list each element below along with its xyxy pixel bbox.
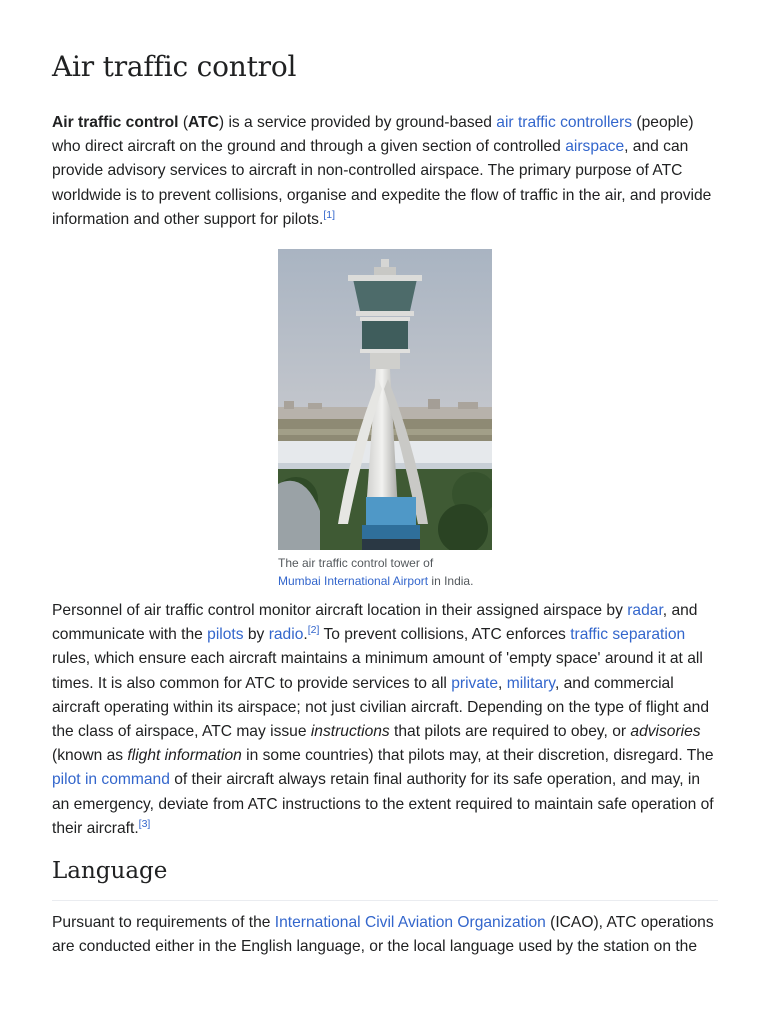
text-run: Personnel of air traffic control monitor aircraft location in their assigned airspace by [52,602,628,619]
link-military[interactable]: military [506,674,555,692]
link-radio[interactable]: radio [268,626,304,644]
text-run: ) is a service provided by ground-based [218,114,497,131]
caption-text-end: in India. [428,574,474,588]
intro-paragraph [52,111,718,232]
reference-1[interactable]: [1] [323,208,335,221]
section-divider [52,900,718,901]
language-paragraph [52,911,718,959]
em-advisories: advisories [630,723,701,741]
text-run: by [243,626,269,644]
link-traffic-separation[interactable]: traffic separation [570,626,686,644]
caption-text: The air traffic control tower of [278,556,434,570]
text-run: . [303,626,308,644]
text-run: , and communicate with the [52,602,698,644]
text-run: that pilots are required to obey, or [389,723,631,741]
figure-atc-tower [278,249,492,590]
text-run: , and commercial aircraft operating within its airspace; not just civilian aircraft. Depending on the type of flight and the class of airspace, ATC may issue [52,674,710,741]
atc-tower-photo[interactable] [278,249,492,550]
personnel-paragraph [52,599,718,841]
link-airspace[interactable]: airspace [565,138,625,156]
bold-term: Air traffic control [52,114,179,131]
link-icao[interactable]: International Civil Aviation Organization [274,914,546,931]
link-private[interactable]: private [451,674,499,692]
text-run: of their aircraft always retain final authority for its safe operation, and may, in an emergency, deviate from ATC instructions to the extent required to maintain safe operation of their aircraft. [52,771,714,837]
text-run: , [498,674,507,692]
text-run: , and can provide advisory services to aircraft in non-controlled airspace. The primary purpose of ATC worldwide is to prevent collisions, organise and expedite the flow of traffic in the air, and provide information and other support for pilots. [52,138,712,228]
em-flight-information: flight information [127,747,242,765]
abbr-term: ATC [188,114,219,131]
link-mumbai-airport[interactable]: Mumbai International Airport [278,574,429,588]
reference-3[interactable]: [3] [138,817,151,830]
page-title: Air traffic control [52,50,297,83]
link-radar[interactable]: radar [627,602,663,619]
section-heading-language: Language [52,858,168,884]
link-pilot-in-command[interactable]: pilot in command [52,771,170,789]
text-run: in some countries) that pilots may, at their discretion, disregard. The [241,747,714,765]
text-run: rules, which ensure each aircraft maintains a minimum amount of 'empty space' around it at all times. It is also common for ATC to provide services to all [52,650,703,692]
link-air-traffic-controllers[interactable]: air traffic controllers [496,114,633,131]
text-run: ( [178,114,189,131]
em-instructions: instructions [310,723,390,741]
figure-caption [278,554,508,590]
text-run: To prevent collisions, ATC enforces [319,626,571,644]
text-run: (known as [52,747,128,765]
text-run: (people) who direct aircraft on the ground and through a given section of controlled [52,114,694,156]
text-run: Pursuant to requirements of the [52,914,275,931]
text-run: (ICAO), ATC operations are conducted either in the English language, or the local language used by the station on the [52,914,714,956]
link-pilots[interactable]: pilots [207,626,244,644]
reference-2[interactable]: [2] [307,624,320,637]
